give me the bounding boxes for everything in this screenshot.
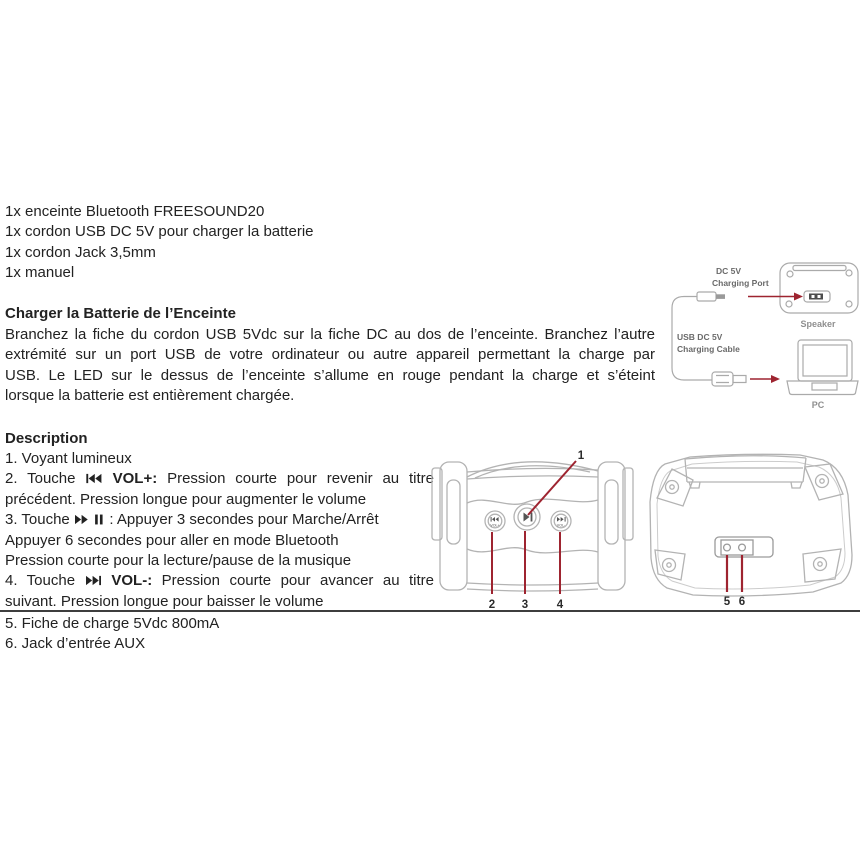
callout-2: 2 — [488, 599, 496, 611]
speaker-label: Speaker — [800, 319, 836, 329]
text-run: suivant. Pression longue pour baisser le volume — [5, 592, 324, 610]
button-next-track-icon — [557, 517, 566, 522]
arrow-to-pc-head — [771, 375, 780, 383]
usb-cable-label-line2: Charging Cable — [677, 344, 740, 354]
paragraph-line: lorsque la batterie est entièrement chargée. — [5, 387, 295, 405]
description-line — [5, 510, 434, 530]
screw-icon — [814, 558, 827, 571]
port-inner-frame — [721, 540, 753, 555]
callout-1: 1 — [577, 450, 585, 462]
pause-icon — [94, 511, 104, 528]
description-line — [5, 469, 434, 489]
dc-connector-icon — [697, 292, 725, 301]
usb-plug-icon — [712, 372, 746, 386]
next-track-icon — [86, 572, 101, 589]
text-run: Pression courte pour revenir au titre — [157, 470, 434, 488]
description-list — [5, 449, 434, 612]
text-run: VOL-: — [111, 572, 153, 590]
text-run: 1. Voyant lumineux — [5, 450, 132, 467]
button-previous-track-icon — [491, 517, 499, 522]
fast-forward-icon — [75, 511, 88, 528]
callout-3: 3 — [521, 599, 529, 611]
text-run — [102, 572, 111, 589]
callout-5: 5 — [723, 596, 731, 608]
text-run: 4. Touche — [5, 572, 85, 590]
dc5v-port-label-line2: Charging Port — [712, 278, 769, 288]
paragraph-line: extrémité sur un port USB de votre ordinateur ou autre appareil permettant la charge par — [5, 346, 655, 364]
package-item: 1x cordon Jack 3,5mm — [5, 243, 156, 261]
pc-label: PC — [811, 400, 825, 410]
arrow-to-speaker-head — [794, 293, 803, 301]
text-run — [89, 511, 93, 528]
package-item: 1x cordon USB DC 5V pour charger la batterie — [5, 223, 314, 241]
text-run: VOL+: — [112, 470, 158, 488]
charge-section-heading: Charger la Batterie de l’Enceinte — [5, 305, 236, 322]
package-item: 1x enceinte Bluetooth FREESOUND20 — [5, 203, 265, 220]
description-line — [5, 571, 434, 591]
text-run: précédent. Pression longue pour augmenter le volume — [5, 490, 367, 508]
description-heading: Description — [5, 430, 88, 447]
package-contents — [5, 202, 445, 284]
screw-icon — [666, 481, 679, 494]
button-vol-plus-label: VOL+ — [490, 523, 500, 528]
previous-track-icon — [86, 470, 101, 487]
aux-jack-icon — [739, 544, 746, 551]
text-run: Pression courte pour avancer au titre — [152, 572, 434, 590]
screw-icon — [816, 475, 829, 488]
text-run: Pression courte pour la lecture/pause de la musique — [5, 552, 352, 570]
charge-section-paragraph — [5, 325, 655, 407]
button-vol-minus-label: VOL- — [556, 523, 566, 528]
description-line — [5, 551, 434, 571]
paragraph-line: Branchez la fiche du cordon USB 5Vdc sur la fiche DC au dos de l’enceinte. Branchez l’autre — [5, 326, 655, 343]
paragraph-line: USB. Le LED sur le dessus de l’enceinte s’allume en rouge pendant la charge et s’éteint — [5, 366, 655, 384]
package-item: 1x manuel — [5, 264, 75, 282]
text-run: Appuyer 6 secondes pour aller en mode Bluetooth — [5, 531, 339, 549]
description-line — [5, 490, 434, 510]
speaker-body-outline — [650, 454, 852, 596]
description-line — [5, 449, 434, 469]
screw-icon — [663, 559, 676, 572]
charge-port-icon — [724, 544, 731, 551]
description-line: 5. Fiche de charge 5Vdc 800mA — [5, 615, 220, 632]
dc5v-port-label-line1: DC 5V — [716, 266, 742, 276]
callout-6: 6 — [738, 596, 746, 608]
text-run — [103, 470, 113, 487]
charging-diagram — [660, 256, 860, 426]
callout-4: 4 — [556, 599, 564, 611]
back-view-diagram — [645, 450, 857, 610]
description-line — [5, 531, 434, 551]
description-bottom-items — [5, 614, 445, 655]
speaker-back-icon — [780, 263, 858, 313]
text-run: : Appuyer 3 secondes pour Marche/Arrêt — [105, 511, 379, 529]
usb-cable-label-line1: USB DC 5V — [677, 332, 723, 342]
description-line: 6. Jack d’entrée AUX — [5, 635, 146, 653]
laptop-icon — [787, 340, 858, 395]
text-run: 2. Touche — [5, 470, 86, 488]
top-view-diagram — [430, 446, 645, 616]
text-run: 3. Touche — [5, 511, 74, 529]
